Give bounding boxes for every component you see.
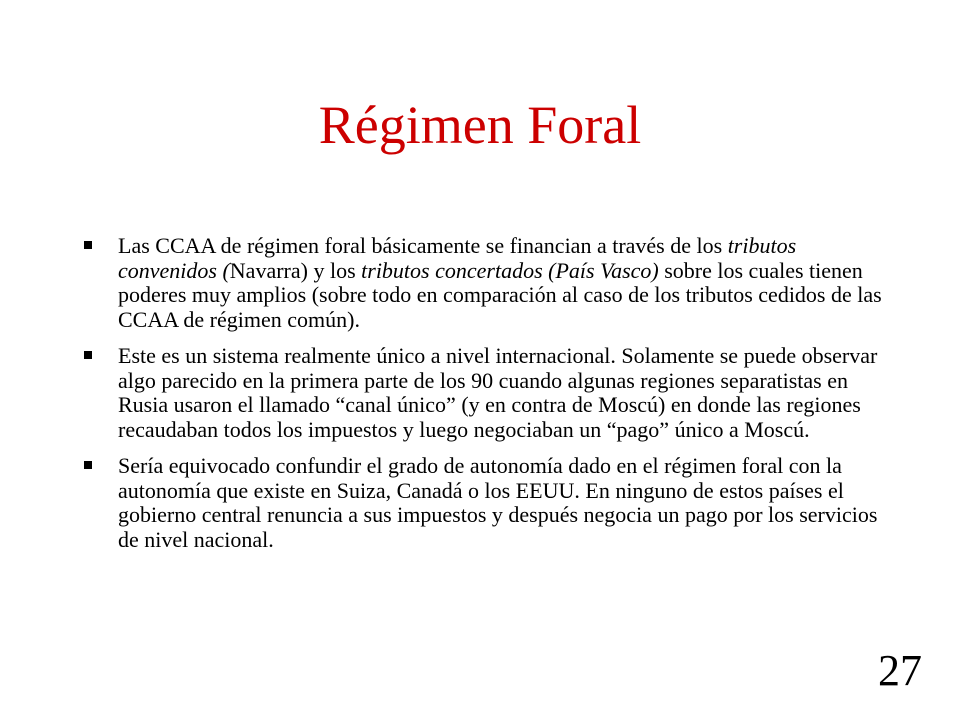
- bullet-item: [84, 344, 884, 442]
- bullet-item: [84, 234, 884, 332]
- square-bullet-icon: [84, 461, 92, 469]
- text-segment: sobre los cuales tienen poderes muy amplios (sobre todo en comparación al caso de los tributos cedidos de las CCAA de régimen común).: [118, 257, 882, 332]
- text-segment-italic: tributos concertados (País Vasco): [361, 257, 659, 283]
- text-segment: Navarra) y los: [229, 257, 362, 283]
- slide-number: 27: [878, 646, 922, 695]
- bullet-text: [118, 343, 877, 442]
- square-bullet-icon: [84, 351, 92, 359]
- text-segment-italic: tributos convenidos (: [118, 233, 797, 283]
- text-segment: Sería equivocado confundir el grado de autonomía dado en el régimen foral con la autonomía que existe en Suiza, Canadá o los EEUU. En ninguno de estos países el gobierno central renuncia a sus impuestos y después negocia un pago por los servicios de nivel nacional.: [118, 453, 878, 552]
- text-segment: Las CCAA de régimen foral básicamente se financian a través de los: [118, 233, 728, 258]
- text-segment: Este es un sistema realmente único a nivel internacional. Solamente se puede observar algo parecido en la primera parte de los 90 cuando algunas regiones separatistas en Rusia usaron el llamado “canal único” (y en contra de Moscú) en donde las regiones recaudaban todos los impuestos y luego negociaban un “pago” único a Moscú.: [118, 343, 878, 442]
- bullet-text: [118, 233, 882, 332]
- bullet-item: [84, 454, 884, 552]
- bullet-text: [118, 453, 877, 552]
- slide-title: Régimen Foral: [318, 95, 642, 155]
- bullet-list: [84, 234, 884, 564]
- square-bullet-icon: [84, 241, 92, 249]
